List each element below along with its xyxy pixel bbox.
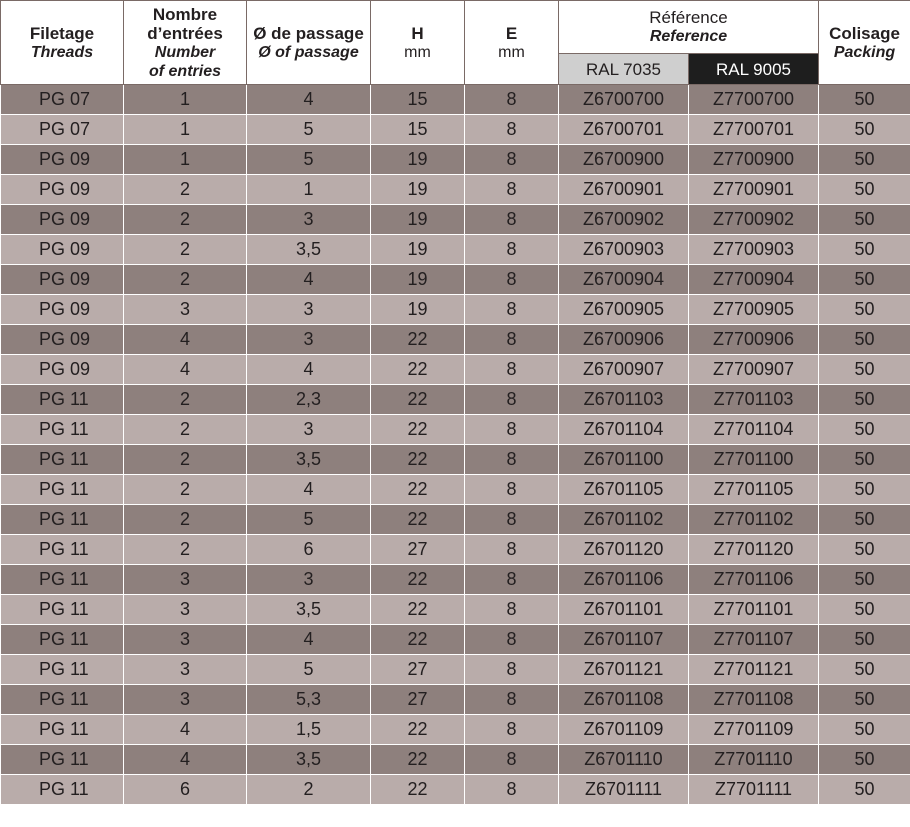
threads-cell: PG 11 <box>1 565 124 595</box>
table-header <box>1 1 910 85</box>
ref-ral-7035-cell: Z6701109 <box>559 715 689 745</box>
packing-cell: 50 <box>819 715 910 745</box>
table-row <box>1 85 910 115</box>
ref-ral-9005-cell: Z7701104 <box>689 415 819 445</box>
e-cell: 8 <box>465 325 559 355</box>
ref-ral-7035-cell: Z6701107 <box>559 625 689 655</box>
threads-cell: PG 11 <box>1 475 124 505</box>
entries-cell: 6 <box>124 775 247 805</box>
e-cell: 8 <box>465 235 559 265</box>
h-cell: 22 <box>371 775 465 805</box>
packing-cell: 50 <box>819 595 910 625</box>
ref-ral-9005-cell: Z7701107 <box>689 625 819 655</box>
entries-cell: 2 <box>124 205 247 235</box>
header-passage-fr: Ø de passage <box>253 23 364 43</box>
e-cell: 8 <box>465 775 559 805</box>
ref-ral-9005-cell: Z7701101 <box>689 595 819 625</box>
entries-cell: 2 <box>124 535 247 565</box>
ref-ral-7035-cell: Z6700902 <box>559 205 689 235</box>
ref-ral-9005-cell: Z7701121 <box>689 655 819 685</box>
threads-cell: PG 09 <box>1 205 124 235</box>
threads-cell: PG 11 <box>1 385 124 415</box>
passage-cell: 4 <box>247 475 371 505</box>
ref-ral-9005-cell: Z7701106 <box>689 565 819 595</box>
h-cell: 22 <box>371 325 465 355</box>
passage-cell: 1 <box>247 175 371 205</box>
e-cell: 8 <box>465 205 559 235</box>
h-cell: 27 <box>371 655 465 685</box>
e-cell: 8 <box>465 565 559 595</box>
threads-cell: PG 09 <box>1 235 124 265</box>
header-passage <box>247 1 371 85</box>
threads-cell: PG 07 <box>1 115 124 145</box>
table-row <box>1 175 910 205</box>
threads-cell: PG 11 <box>1 745 124 775</box>
e-cell: 8 <box>465 295 559 325</box>
ref-ral-7035-cell: Z6700904 <box>559 265 689 295</box>
packing-cell: 50 <box>819 115 910 145</box>
ref-ral-7035-cell: Z6701110 <box>559 745 689 775</box>
threads-cell: PG 11 <box>1 535 124 565</box>
header-packing-en: Packing <box>833 43 896 61</box>
packing-cell: 50 <box>819 235 910 265</box>
table-row <box>1 505 910 535</box>
header-entries <box>124 1 247 85</box>
table-row <box>1 265 910 295</box>
passage-cell: 3,5 <box>247 745 371 775</box>
e-cell: 8 <box>465 175 559 205</box>
packing-cell: 50 <box>819 505 910 535</box>
ref-ral-9005-cell: Z7701103 <box>689 385 819 415</box>
table-row <box>1 655 910 685</box>
ref-ral-9005-cell: Z7700905 <box>689 295 819 325</box>
entries-cell: 3 <box>124 685 247 715</box>
table-row <box>1 325 910 355</box>
threads-cell: PG 09 <box>1 295 124 325</box>
ref-ral-7035-cell: Z6700907 <box>559 355 689 385</box>
passage-cell: 4 <box>247 85 371 115</box>
table-row <box>1 295 910 325</box>
entries-cell: 4 <box>124 325 247 355</box>
passage-cell: 3 <box>247 205 371 235</box>
ref-ral-9005-cell: Z7701100 <box>689 445 819 475</box>
packing-cell: 50 <box>819 625 910 655</box>
ref-ral-7035-cell: Z6700903 <box>559 235 689 265</box>
passage-cell: 6 <box>247 535 371 565</box>
threads-cell: PG 09 <box>1 175 124 205</box>
ref-ral-9005-cell: Z7701105 <box>689 475 819 505</box>
e-cell: 8 <box>465 355 559 385</box>
packing-cell: 50 <box>819 655 910 685</box>
header-ral-7035: RAL 7035 <box>559 54 689 85</box>
e-cell: 8 <box>465 265 559 295</box>
table-row <box>1 565 910 595</box>
table-row <box>1 535 910 565</box>
packing-cell: 50 <box>819 445 910 475</box>
ref-ral-9005-cell: Z7701102 <box>689 505 819 535</box>
table-row <box>1 415 910 445</box>
passage-cell: 4 <box>247 265 371 295</box>
header-e-label: E <box>505 23 518 43</box>
packing-cell: 50 <box>819 145 910 175</box>
entries-cell: 3 <box>124 595 247 625</box>
threads-cell: PG 11 <box>1 625 124 655</box>
e-cell: 8 <box>465 85 559 115</box>
packing-cell: 50 <box>819 745 910 775</box>
entries-cell: 2 <box>124 475 247 505</box>
header-packing <box>819 1 910 85</box>
ref-ral-9005-cell: Z7701110 <box>689 745 819 775</box>
ref-ral-7035-cell: Z6701100 <box>559 445 689 475</box>
ref-ral-7035-cell: Z6701120 <box>559 535 689 565</box>
entries-cell: 2 <box>124 235 247 265</box>
ref-ral-7035-cell: Z6701121 <box>559 655 689 685</box>
e-cell: 8 <box>465 685 559 715</box>
entries-cell: 3 <box>124 655 247 685</box>
e-cell: 8 <box>465 475 559 505</box>
threads-cell: PG 11 <box>1 595 124 625</box>
ref-ral-9005-cell: Z7701111 <box>689 775 819 805</box>
entries-cell: 1 <box>124 145 247 175</box>
header-passage-en: Ø of passage <box>258 43 359 61</box>
table-row <box>1 205 910 235</box>
passage-cell: 2,3 <box>247 385 371 415</box>
h-cell: 22 <box>371 715 465 745</box>
header-threads-fr: Filetage <box>29 23 95 43</box>
h-cell: 27 <box>371 685 465 715</box>
h-cell: 15 <box>371 85 465 115</box>
threads-cell: PG 11 <box>1 775 124 805</box>
ref-ral-9005-cell: Z7700901 <box>689 175 819 205</box>
table-row <box>1 625 910 655</box>
ref-ral-7035-cell: Z6700901 <box>559 175 689 205</box>
h-cell: 19 <box>371 145 465 175</box>
ref-ral-7035-cell: Z6701104 <box>559 415 689 445</box>
table-row <box>1 115 910 145</box>
h-cell: 19 <box>371 175 465 205</box>
h-cell: 15 <box>371 115 465 145</box>
entries-cell: 2 <box>124 385 247 415</box>
header-h <box>371 1 465 85</box>
passage-cell: 3 <box>247 325 371 355</box>
header-threads <box>1 1 124 85</box>
ref-ral-7035-cell: Z6700700 <box>559 85 689 115</box>
packing-cell: 50 <box>819 325 910 355</box>
ref-ral-9005-cell: Z7700902 <box>689 205 819 235</box>
header-h-unit: mm <box>404 43 431 61</box>
entries-cell: 1 <box>124 85 247 115</box>
threads-cell: PG 09 <box>1 325 124 355</box>
ref-ral-9005-cell: Z7700701 <box>689 115 819 145</box>
h-cell: 22 <box>371 745 465 775</box>
ref-ral-9005-cell: Z7700907 <box>689 355 819 385</box>
header-entries-fr-line1: Nombre <box>152 4 218 24</box>
ref-ral-9005-cell: Z7701109 <box>689 715 819 745</box>
ref-ral-7035-cell: Z6701108 <box>559 685 689 715</box>
passage-cell: 5 <box>247 505 371 535</box>
table-row <box>1 775 910 805</box>
h-cell: 19 <box>371 205 465 235</box>
threads-cell: PG 09 <box>1 265 124 295</box>
ref-ral-9005-cell: Z7701108 <box>689 685 819 715</box>
h-cell: 22 <box>371 445 465 475</box>
entries-cell: 2 <box>124 505 247 535</box>
entries-cell: 3 <box>124 625 247 655</box>
packing-cell: 50 <box>819 535 910 565</box>
ref-ral-7035-cell: Z6700905 <box>559 295 689 325</box>
threads-cell: PG 11 <box>1 655 124 685</box>
table-row <box>1 715 910 745</box>
entries-cell: 4 <box>124 715 247 745</box>
entries-cell: 4 <box>124 745 247 775</box>
threads-cell: PG 11 <box>1 415 124 445</box>
packing-cell: 50 <box>819 415 910 445</box>
header-h-label: H <box>411 23 424 43</box>
table-row <box>1 745 910 775</box>
threads-cell: PG 07 <box>1 85 124 115</box>
ref-ral-7035-cell: Z6700900 <box>559 145 689 175</box>
packing-cell: 50 <box>819 85 910 115</box>
h-cell: 19 <box>371 295 465 325</box>
passage-cell: 3,5 <box>247 445 371 475</box>
table-row <box>1 145 910 175</box>
table-row <box>1 385 910 415</box>
table-body <box>1 85 910 805</box>
e-cell: 8 <box>465 655 559 685</box>
entries-cell: 3 <box>124 565 247 595</box>
header-reference-en: Reference <box>649 28 728 45</box>
header-entries-fr-line2: d’entrées <box>147 23 223 43</box>
ref-ral-7035-cell: Z6701106 <box>559 565 689 595</box>
ref-ral-9005-cell: Z7700900 <box>689 145 819 175</box>
header-reference-fr: Référence <box>649 8 728 27</box>
passage-cell: 3 <box>247 295 371 325</box>
ref-ral-9005-cell: Z7701120 <box>689 535 819 565</box>
e-cell: 8 <box>465 385 559 415</box>
ref-ral-7035-cell: Z6700701 <box>559 115 689 145</box>
e-cell: 8 <box>465 745 559 775</box>
ref-ral-9005-cell: Z7700700 <box>689 85 819 115</box>
passage-cell: 3,5 <box>247 235 371 265</box>
ref-ral-7035-cell: Z6701111 <box>559 775 689 805</box>
ref-ral-9005-cell: Z7700906 <box>689 325 819 355</box>
table-row <box>1 445 910 475</box>
ref-ral-9005-cell: Z7700904 <box>689 265 819 295</box>
h-cell: 19 <box>371 235 465 265</box>
packing-cell: 50 <box>819 685 910 715</box>
h-cell: 22 <box>371 355 465 385</box>
table-row <box>1 355 910 385</box>
passage-cell: 2 <box>247 775 371 805</box>
e-cell: 8 <box>465 535 559 565</box>
header-entries-en-line1: Number <box>154 43 216 61</box>
ref-ral-7035-cell: Z6700906 <box>559 325 689 355</box>
ref-ral-7035-cell: Z6701103 <box>559 385 689 415</box>
threads-cell: PG 11 <box>1 505 124 535</box>
packing-cell: 50 <box>819 775 910 805</box>
passage-cell: 4 <box>247 625 371 655</box>
e-cell: 8 <box>465 715 559 745</box>
h-cell: 19 <box>371 265 465 295</box>
header-ral-9005: RAL 9005 <box>689 54 819 85</box>
passage-cell: 3 <box>247 415 371 445</box>
header-entries-en-line2: of entries <box>148 62 221 80</box>
passage-cell: 5,3 <box>247 685 371 715</box>
threads-cell: PG 11 <box>1 445 124 475</box>
entries-cell: 3 <box>124 295 247 325</box>
packing-cell: 50 <box>819 175 910 205</box>
h-cell: 22 <box>371 475 465 505</box>
h-cell: 22 <box>371 565 465 595</box>
threads-cell: PG 09 <box>1 145 124 175</box>
h-cell: 22 <box>371 625 465 655</box>
ref-ral-7035-cell: Z6701101 <box>559 595 689 625</box>
e-cell: 8 <box>465 505 559 535</box>
entries-cell: 2 <box>124 415 247 445</box>
entries-cell: 2 <box>124 175 247 205</box>
e-cell: 8 <box>465 625 559 655</box>
header-e-unit: mm <box>498 43 525 61</box>
e-cell: 8 <box>465 145 559 175</box>
passage-cell: 5 <box>247 655 371 685</box>
e-cell: 8 <box>465 445 559 475</box>
e-cell: 8 <box>465 115 559 145</box>
header-reference <box>559 1 819 54</box>
h-cell: 22 <box>371 415 465 445</box>
passage-cell: 4 <box>247 355 371 385</box>
e-cell: 8 <box>465 595 559 625</box>
h-cell: 22 <box>371 385 465 415</box>
entries-cell: 1 <box>124 115 247 145</box>
packing-cell: 50 <box>819 385 910 415</box>
h-cell: 22 <box>371 595 465 625</box>
passage-cell: 3 <box>247 565 371 595</box>
table-row <box>1 475 910 505</box>
passage-cell: 5 <box>247 145 371 175</box>
ref-ral-7035-cell: Z6701102 <box>559 505 689 535</box>
entries-cell: 2 <box>124 445 247 475</box>
packing-cell: 50 <box>819 295 910 325</box>
passage-cell: 5 <box>247 115 371 145</box>
entries-cell: 4 <box>124 355 247 385</box>
header-threads-en: Threads <box>30 43 94 61</box>
threads-cell: PG 11 <box>1 685 124 715</box>
h-cell: 27 <box>371 535 465 565</box>
packing-cell: 50 <box>819 565 910 595</box>
passage-cell: 3,5 <box>247 595 371 625</box>
threads-cell: PG 11 <box>1 715 124 745</box>
e-cell: 8 <box>465 415 559 445</box>
table-row <box>1 595 910 625</box>
entries-cell: 2 <box>124 265 247 295</box>
header-e <box>465 1 559 85</box>
h-cell: 22 <box>371 505 465 535</box>
packing-cell: 50 <box>819 205 910 235</box>
packing-cell: 50 <box>819 265 910 295</box>
header-packing-fr: Colisage <box>829 23 900 43</box>
table-row <box>1 685 910 715</box>
threads-cell: PG 09 <box>1 355 124 385</box>
ref-ral-9005-cell: Z7700903 <box>689 235 819 265</box>
packing-cell: 50 <box>819 355 910 385</box>
ref-ral-7035-cell: Z6701105 <box>559 475 689 505</box>
table-row <box>1 235 910 265</box>
packing-cell: 50 <box>819 475 910 505</box>
passage-cell: 1,5 <box>247 715 371 745</box>
